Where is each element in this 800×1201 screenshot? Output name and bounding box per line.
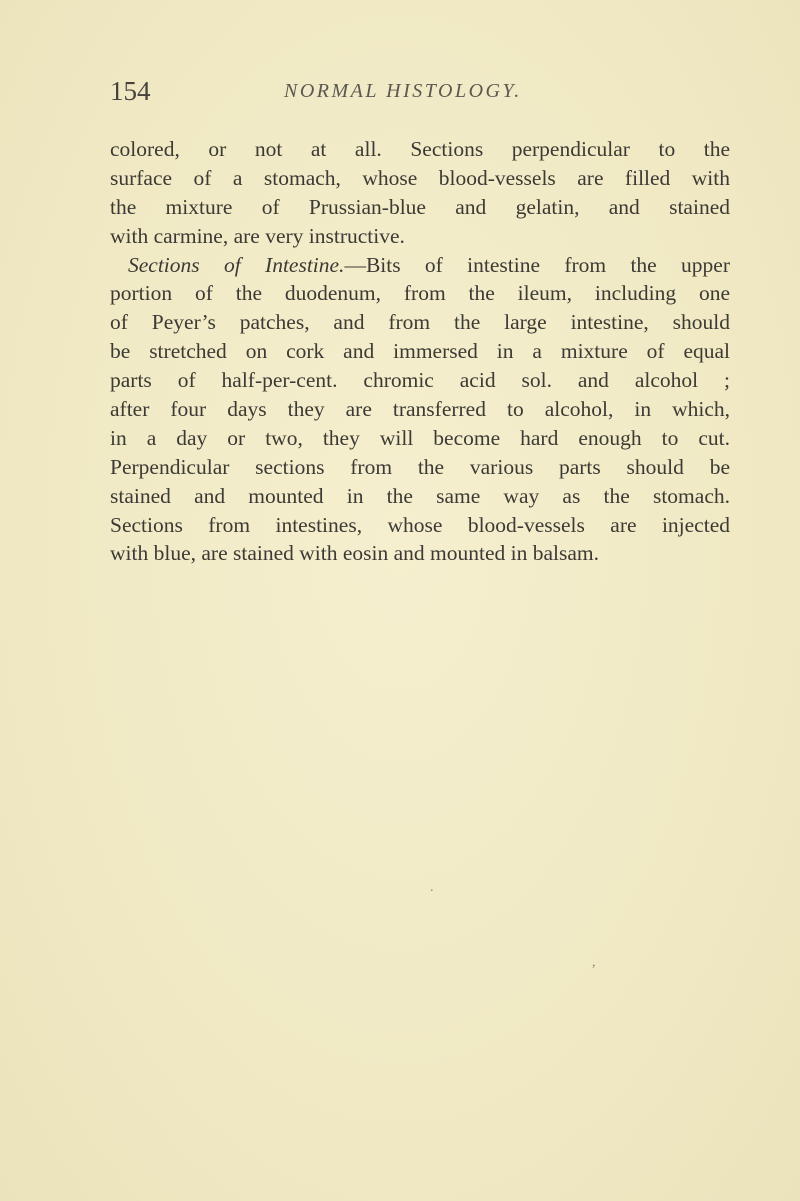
- text-line: stained and mounted in the same way as the stomach.: [110, 483, 730, 508]
- text-line: in a day or two, they will become hard enough to cut.: [110, 425, 730, 450]
- running-head: [110, 76, 730, 110]
- text-line: Sections from intestines, whose blood-vessels are injected: [110, 512, 730, 537]
- body-text: [110, 135, 730, 568]
- section-heading: Sections of Intestine.: [128, 252, 345, 277]
- section-first-line: [110, 251, 730, 280]
- text-line: the mixture of Prussian-blue and gelatin, and stained: [110, 194, 730, 219]
- text-line: surface of a stomach, whose blood-vessels are filled with: [110, 165, 730, 190]
- header-title: NORMAL HISTOLOGY.: [284, 80, 522, 102]
- text-line: Perpendicular sections from the various parts should be: [110, 454, 730, 479]
- page-number: 154: [110, 76, 151, 106]
- text-line: be stretched on cork and immersed in a mixture of equal: [110, 339, 730, 364]
- paper-speck: .: [430, 880, 434, 895]
- text-line: portion of the duodenum, from the ileum, including one: [110, 281, 730, 306]
- paper-speck: ,: [592, 955, 596, 970]
- text-line: with carmine, are very instructive.: [110, 223, 405, 248]
- text-line: after four days they are transferred to alcohol, in which,: [110, 397, 730, 422]
- text-line: with blue, are stained with eosin and mounted in balsam.: [110, 541, 600, 566]
- text-line: colored, or not at all. Sections perpendicular to the: [110, 137, 730, 161]
- text-line: of Peyer’s patches, and from the large intestine, should: [110, 310, 730, 335]
- section-first-line-text: —Bits of intestine from the upper: [344, 252, 730, 277]
- text-line: parts of half-per-cent. chromic acid sol. and alcohol ;: [110, 368, 730, 393]
